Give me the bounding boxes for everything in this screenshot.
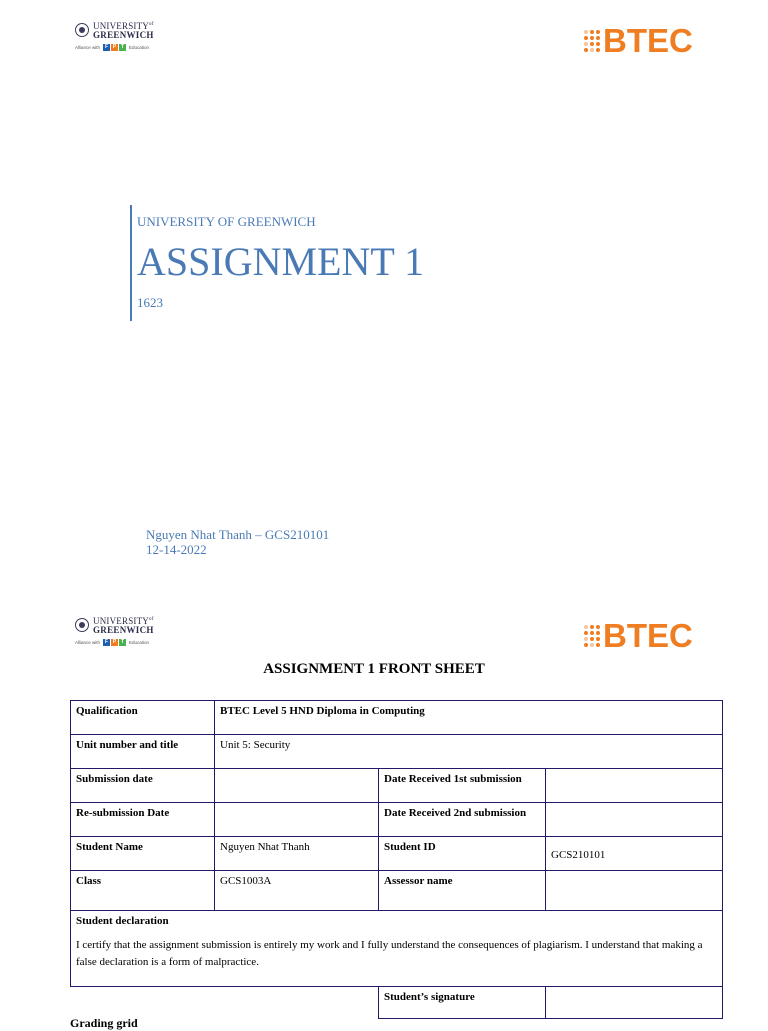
class-label: Class <box>71 871 215 911</box>
alliance-prefix: Alliance with <box>75 45 101 50</box>
front-sheet-title: ASSIGNMENT 1 FRONT SHEET <box>263 661 485 677</box>
assessor-value[interactable] <box>546 871 723 911</box>
student-name-value: Nguyen Nhat Thanh <box>215 837 379 871</box>
greenwich-logo-line2: GREENWICH <box>93 625 154 635</box>
greenwich-logo-line1: UNIVERSITY <box>93 616 149 626</box>
alliance-suffix: Education <box>129 640 150 645</box>
alliance-suffix: Education <box>129 45 150 50</box>
fpt-logo <box>103 44 126 51</box>
qualification-label: Qualification <box>71 701 215 735</box>
cover-accent-bar <box>130 205 132 321</box>
greenwich-crest-icon <box>75 618 89 632</box>
qualification-value: BTEC Level 5 HND Diploma in Computing <box>215 701 723 735</box>
university-of-greenwich-logo-2 <box>75 615 154 646</box>
fpt-p: P <box>112 44 117 50</box>
greenwich-logo-of: of <box>149 22 154 27</box>
cover-title: ASSIGNMENT 1 <box>137 239 425 284</box>
cover-author-block <box>146 527 329 557</box>
resubmission-date-label: Re-submission Date <box>71 803 215 837</box>
cover-university: UNIVERSITY OF GREENWICH <box>137 214 316 229</box>
submission-date-label: Submission date <box>71 769 215 803</box>
class-value: GCS1003A <box>215 871 379 911</box>
university-of-greenwich-logo <box>75 20 154 51</box>
fpt-f: F <box>104 44 109 50</box>
fpt-f: F <box>104 639 109 645</box>
signature-label: Student’s signature <box>379 987 546 1019</box>
declaration-text: I certify that the assignment submission is entirely my work and I fully understand the consequences of plagiarism. I understand that making a false declaration is a form of malpractice. <box>76 939 703 968</box>
unit-value: Unit 5: Security <box>215 735 723 769</box>
fpt-t: T <box>120 44 125 50</box>
greenwich-logo-line2: GREENWICH <box>93 30 154 40</box>
assessor-label: Assessor name <box>379 871 546 911</box>
submission-date-value[interactable] <box>215 769 379 803</box>
front-sheet-table <box>70 700 723 1019</box>
btec-dots-icon <box>584 625 600 647</box>
grading-grid-title: Grading grid <box>70 1016 138 1030</box>
student-declaration-cell <box>71 911 723 987</box>
signature-value[interactable] <box>546 987 723 1019</box>
student-id-value: GCS210101 <box>546 837 723 871</box>
fpt-logo <box>103 639 126 646</box>
greenwich-logo-line1: UNIVERSITY <box>93 21 149 31</box>
btec-dots-icon <box>584 30 600 52</box>
greenwich-logo-of: of <box>149 617 154 622</box>
received-2nd-label: Date Received 2nd submission <box>379 803 546 837</box>
received-1st-value[interactable] <box>546 769 723 803</box>
btec-logo <box>584 24 693 57</box>
greenwich-crest-icon <box>75 23 89 37</box>
received-1st-label: Date Received 1st submission <box>379 769 546 803</box>
student-id-label: Student ID <box>379 837 546 871</box>
btec-logo-2 <box>584 619 693 652</box>
received-2nd-value[interactable] <box>546 803 723 837</box>
alliance-prefix: Alliance with <box>75 640 101 645</box>
cover-author: Nguyen Nhat Thanh – GCS210101 <box>146 527 330 542</box>
fpt-p: P <box>112 639 117 645</box>
declaration-title: Student declaration <box>76 915 169 927</box>
resubmission-date-value[interactable] <box>215 803 379 837</box>
cover-code: 1623 <box>137 295 163 310</box>
fpt-t: T <box>120 639 125 645</box>
cover-date: 12-14-2022 <box>146 542 207 557</box>
btec-wordmark: BTEC <box>603 617 693 654</box>
btec-wordmark: BTEC <box>603 22 693 59</box>
student-name-label: Student Name <box>71 837 215 871</box>
unit-label: Unit number and title <box>71 735 215 769</box>
